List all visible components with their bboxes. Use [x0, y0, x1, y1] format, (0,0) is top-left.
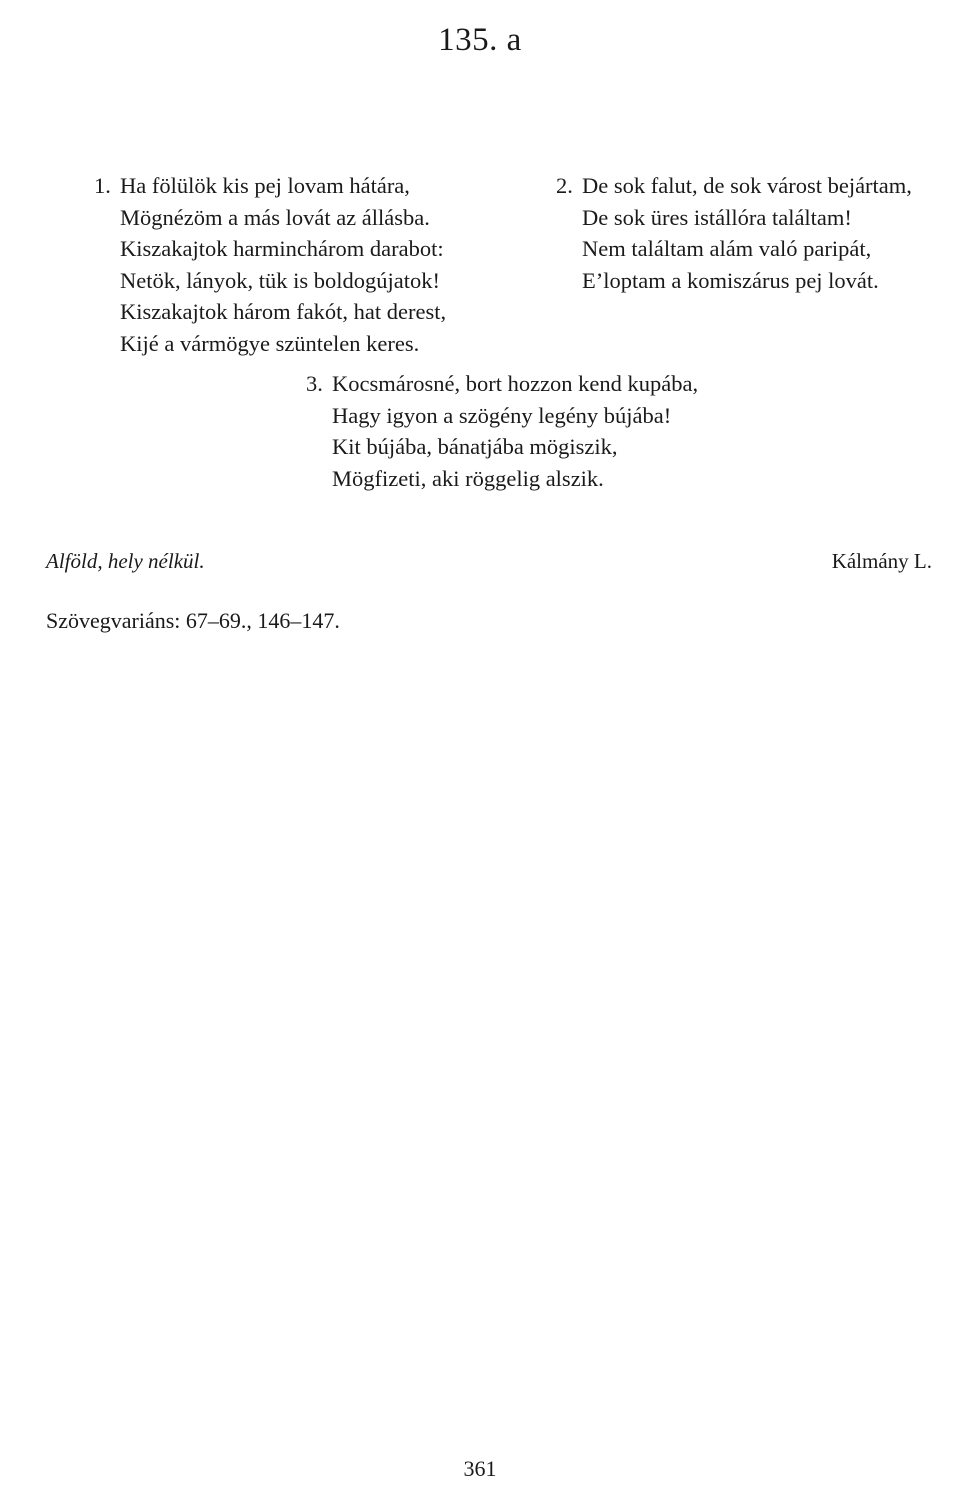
page-number: 361 — [463, 1456, 497, 1481]
stanza-line: Mögnézöm a más lovát az állásba. — [120, 204, 430, 230]
page-title: 135. a — [438, 22, 522, 58]
stanza-number: 2. — [556, 173, 573, 198]
stanza-line: Mögfizeti, aki röggelig alszik. — [332, 465, 604, 491]
collection-place: Alföld, hely nélkül. — [46, 549, 205, 573]
stanza-line: E’loptam a komiszárus pej lovát. — [582, 267, 879, 293]
stanza-line: Hagy igyon a szögény legény bújába! — [332, 402, 672, 428]
stanza-3 — [306, 368, 699, 494]
stanza-line — [306, 368, 699, 400]
collector-name: Kálmány L. — [831, 549, 932, 573]
stanza-line: Kijé a vármögye szüntelen keres. — [120, 330, 420, 356]
stanza-1 — [94, 170, 447, 359]
stanza-number: 3. — [306, 371, 323, 396]
stanza-line: Kit bújába, bánatjába mögiszik, — [332, 434, 618, 459]
line-text: Kocsmárosné, bort hozzon kend kupába, — [332, 371, 699, 396]
stanza-2 — [556, 170, 912, 296]
stanza-line — [94, 170, 446, 202]
stanza-line: Netök, lányok, tük is boldogújatok! — [120, 267, 440, 293]
line-text: De sok falut, de sok várost bejártam, — [582, 173, 912, 198]
stanza-line — [556, 170, 912, 202]
stanza-line: Kiszakajtok három fakót, hat derest, — [120, 299, 447, 324]
stanza-line: Nem találtam alám való paripát, — [582, 236, 872, 261]
stanza-line: Kiszakajtok harminchárom darabot: — [120, 236, 444, 261]
text-variants-note: Szövegvariáns: 67–69., 146–147. — [46, 608, 340, 633]
stanza-line: De sok üres istállóra találtam! — [582, 204, 852, 230]
line-text: Ha fölülök kis pej lovam hátára, — [120, 173, 410, 198]
stanza-number: 1. — [94, 173, 111, 198]
